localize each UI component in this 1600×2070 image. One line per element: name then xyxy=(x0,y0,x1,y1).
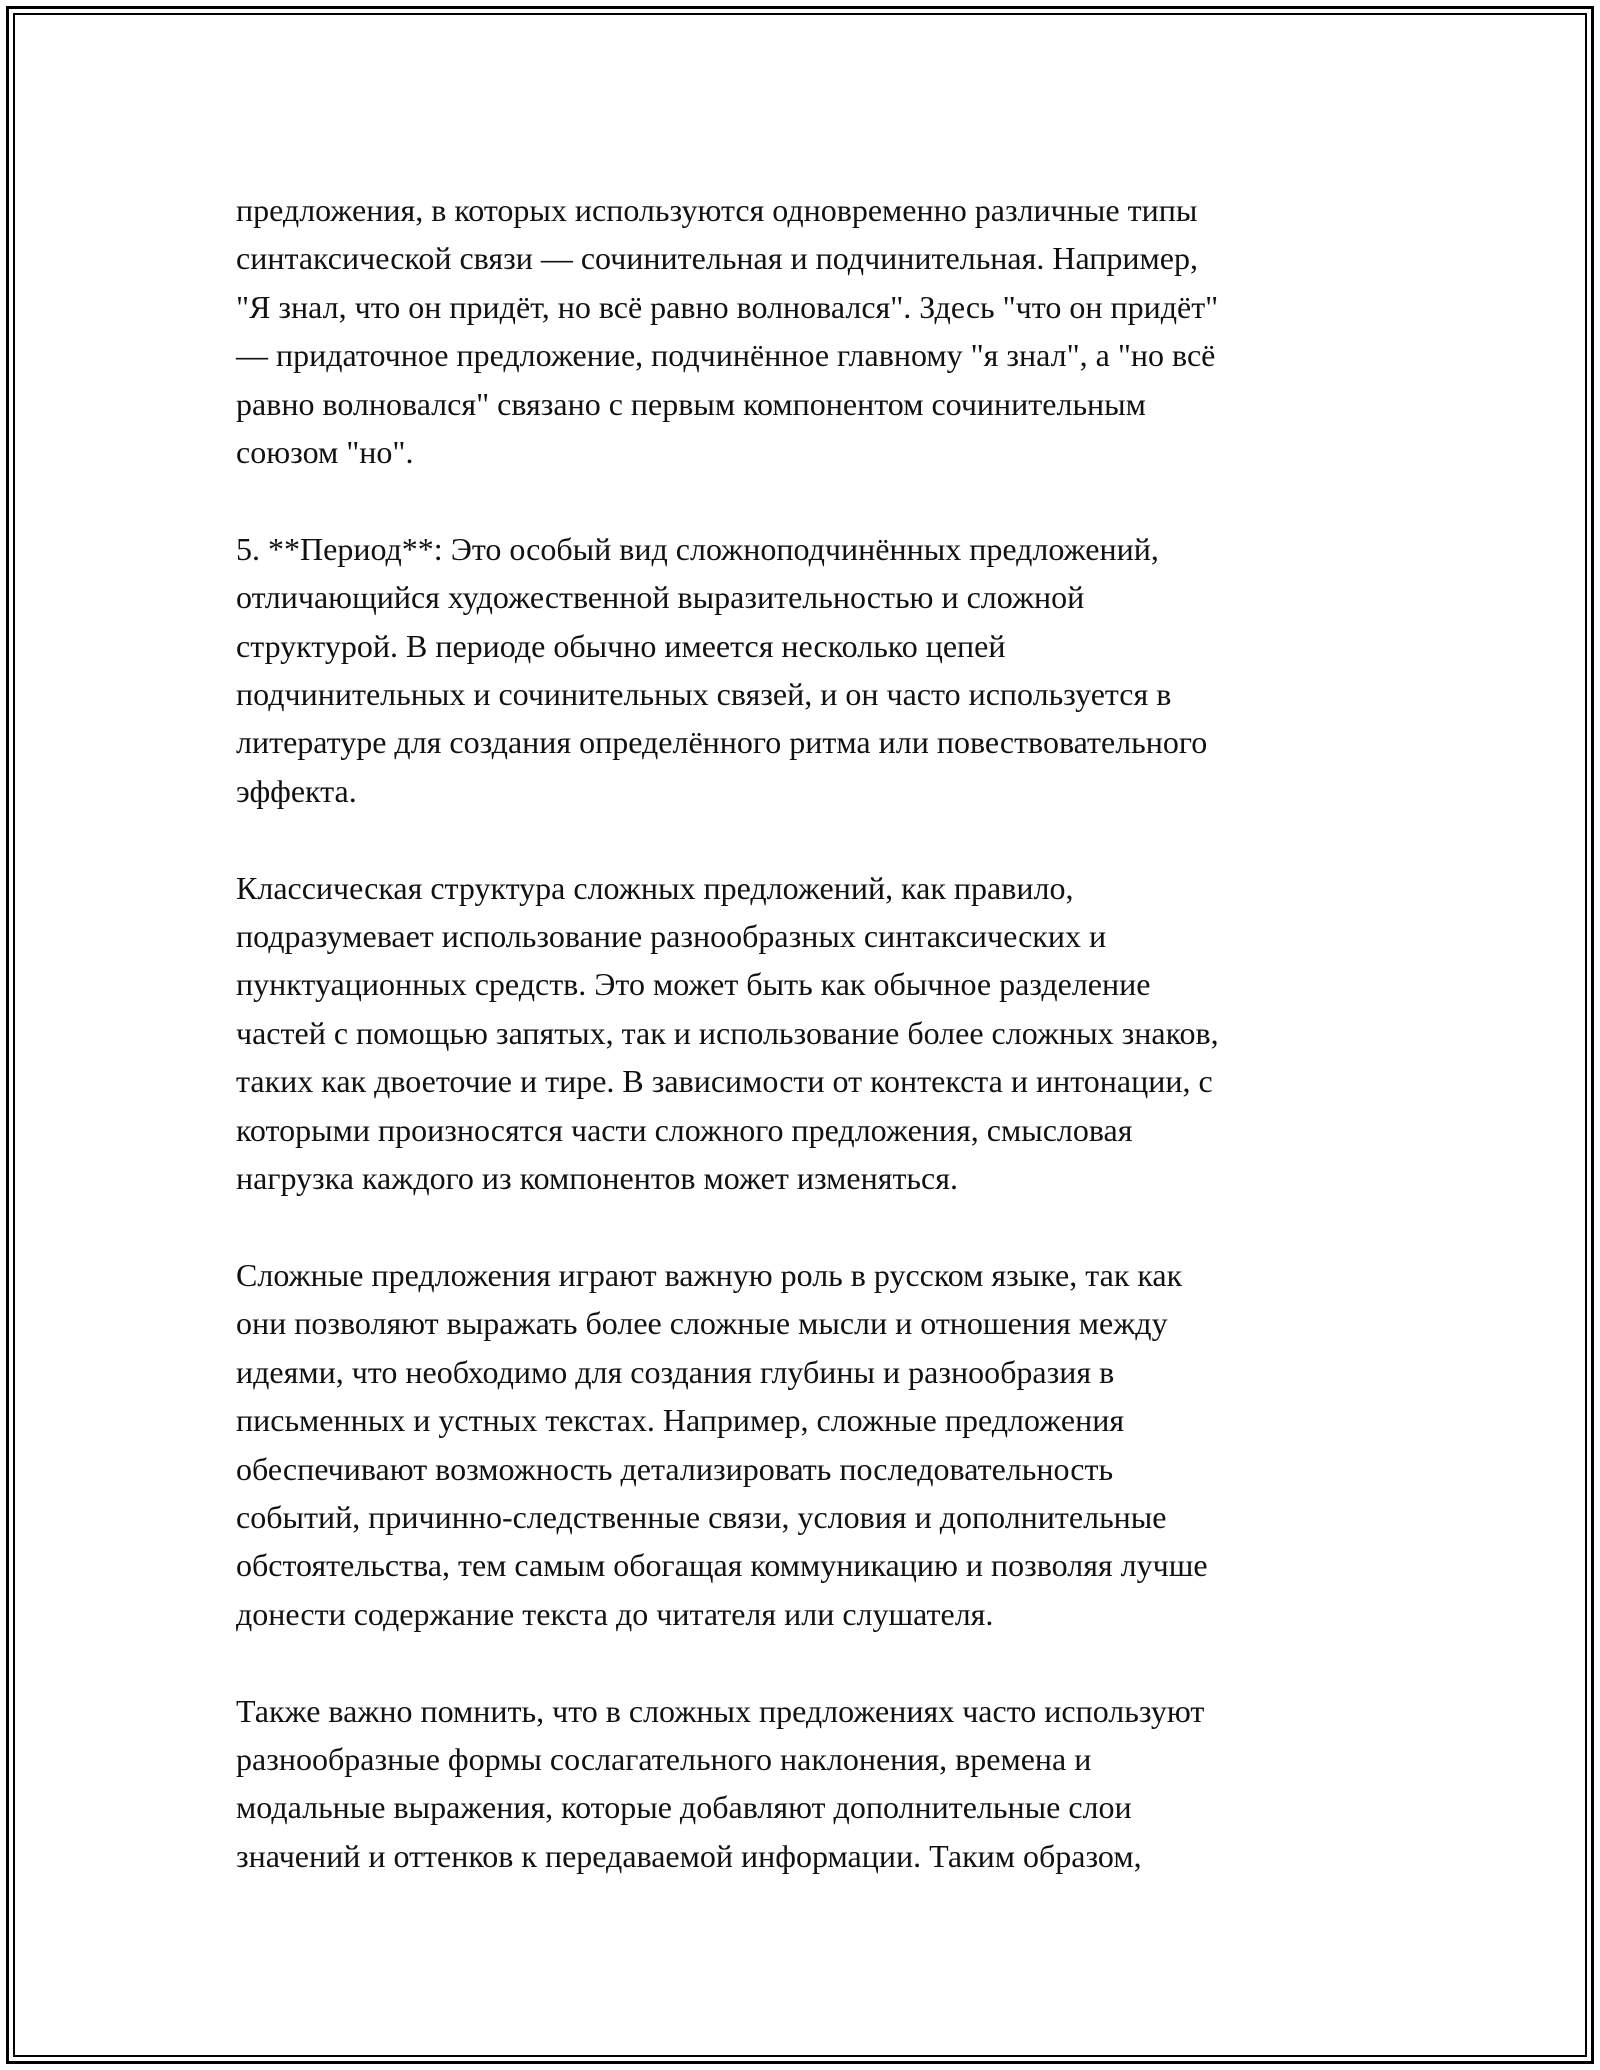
text-line: литературе для создания определённого ритма или повествовательного xyxy=(236,724,1208,761)
text-line: 5. **Период**: Это особый вид сложноподчинённых предложений, xyxy=(236,530,1159,567)
text-line: значений и оттенков к передаваемой информации. Таким образом, xyxy=(236,1837,1142,1874)
text-line: которыми произносятся части сложного предложения, смысловая xyxy=(236,1111,1133,1148)
text-line: нагрузка каждого из компонентов может изменяться. xyxy=(236,1160,958,1197)
text-line: подчинительных и сочинительных связей, и он часто используется в xyxy=(236,676,1172,713)
paragraph-complex-sentence-example xyxy=(236,186,1376,476)
text-line: письменных и устных текстах. Например, сложные предложения xyxy=(236,1402,1125,1439)
text-line: разнообразные формы сослагательного наклонения, времена и xyxy=(236,1740,1092,1777)
text-line: отличающийся художественной выразительностью и сложной xyxy=(236,579,1085,616)
text-line: модальные выражения, которые добавляют дополнительные слои xyxy=(236,1789,1132,1826)
text-line: подразумевает использование разнообразных синтаксических и xyxy=(236,918,1107,955)
text-line: частей с помощью запятых, так и использование более сложных знаков, xyxy=(236,1014,1219,1051)
text-line: — придаточное предложение, подчинённое главному "я знал", а "но всё xyxy=(236,337,1216,374)
text-line: Классическая структура сложных предложений, как правило, xyxy=(236,869,1074,906)
text-line: таких как двоеточие и тире. В зависимости от контекста и интонации, с xyxy=(236,1063,1213,1100)
text-line: событий, причинно-следственные связи, условия и дополнительные xyxy=(236,1498,1167,1535)
text-line: обеспечивают возможность детализировать последовательность xyxy=(236,1450,1114,1487)
text-line: Сложные предложения играют важную роль в русском языке, так как xyxy=(236,1256,1183,1293)
text-line: союзом "но". xyxy=(236,434,414,471)
text-line: идеями, что необходимо для создания глубины и разнообразия в xyxy=(236,1353,1115,1390)
paragraph-subjunctive xyxy=(236,1687,1376,1881)
text-line: они позволяют выражать более сложные мысли и отношения между xyxy=(236,1305,1168,1342)
paragraph-importance xyxy=(236,1251,1376,1638)
text-line: равно волновался" связано с первым компонентом сочинительным xyxy=(236,385,1146,422)
text-line: обстоятельства, тем самым обогащая коммуникацию и позволяя лучше xyxy=(236,1547,1208,1584)
document-body xyxy=(236,186,1376,1929)
text-line: эффекта. xyxy=(236,772,357,809)
text-line: Также важно помнить, что в сложных предложениях часто используют xyxy=(236,1692,1205,1729)
text-line: структурой. В периоде обычно имеется несколько цепей xyxy=(236,627,1006,664)
text-line: донести содержание текста до читателя или слушателя. xyxy=(236,1595,994,1632)
text-line: пунктуационных средств. Это может быть как обычное разделение xyxy=(236,966,1151,1003)
paragraph-classic-structure xyxy=(236,864,1376,1203)
text-line: предложения, в которых используются одновременно различные типы xyxy=(236,192,1198,228)
text-line: "Я знал, что он придёт, но всё равно волновался". Здесь "что он придёт" xyxy=(236,288,1219,325)
paragraph-period xyxy=(236,525,1376,815)
text-line: синтаксической связи — сочинительная и подчинительная. Например, xyxy=(236,240,1198,277)
